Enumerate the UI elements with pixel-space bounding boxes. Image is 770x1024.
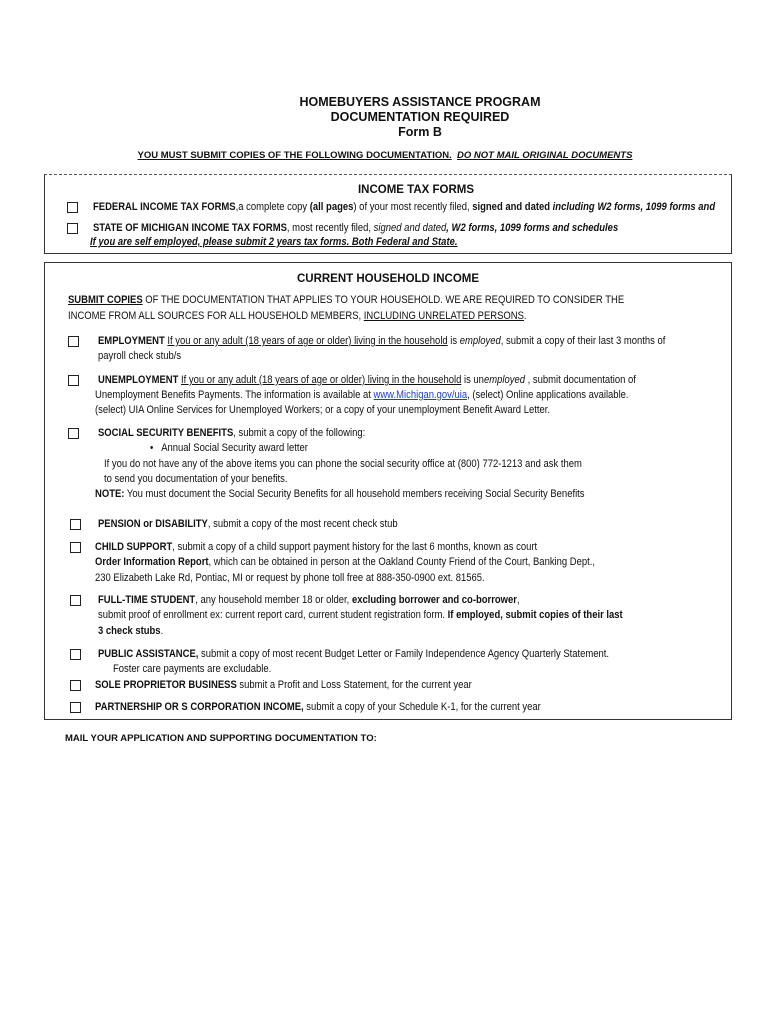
unemployment-text-line3: (select) UIA Online Services for Unemployed Workers; or a copy of your unemployment Benefit Award Letter. [95,404,550,416]
unemployment-checkbox[interactable] [68,375,79,386]
child-support-text: CHILD SUPPORT, submit a copy of a child support payment history for the last 6 months, known as court [95,541,538,553]
child-support-checkbox[interactable] [70,542,81,553]
child-support-line3: 230 Elizabeth Lake Rd, Pontiac, MI or request by phone toll free at 888-350-0900 ext. 81565. [95,572,485,584]
federal-tax-checkbox[interactable] [67,202,78,213]
child-support-line2: Order Information Report, which can be obtained in person at the Oakland County Friend of the Court, Banking Dept., [95,556,596,568]
sole-proprietor-text: SOLE PROPRIETOR BUSINESS submit a Profit and Loss Statement, for the current year [95,679,472,691]
employment-checkbox[interactable] [68,336,79,347]
student-text: FULL-TIME STUDENT, any household member 18 or older, excluding borrower and co-borrower, [98,594,520,606]
social-security-text: SOCIAL SECURITY BENEFITS, submit a copy of the following: [98,427,366,439]
social-security-line3: If you do not have any of the above items you can phone the social security office at (800) 772-1213 and ask them [104,458,582,470]
self-employed-note: If you are self employed, please submit 2 years tax forms. Both Federal and State. [90,236,458,248]
michigan-uia-link[interactable]: www.Michigan.gov/uia [373,389,468,401]
employment-text: EMPLOYMENT If you or any adult (18 years of age or older) living in the household is employed, submit a copy of their last 3 months of [98,335,666,347]
social-security-note: NOTE: You must document the Social Security Benefits for all household members receiving Social Security Benefits [95,488,585,500]
student-line3: 3 check stubs. [98,625,164,637]
income-tax-title: INCOME TAX FORMS [357,184,475,196]
sole-proprietor-checkbox[interactable] [70,680,81,691]
pension-checkbox[interactable] [70,519,81,530]
partnership-text: PARTNERSHIP OR S CORPORATION INCOME, submit a copy of your Schedule K-1, for the current year [95,701,541,713]
bullet-icon: • [150,442,154,454]
public-assistance-text: PUBLIC ASSISTANCE, submit a copy of most recent Budget Letter or Family Independence Agency Quarterly Statement. [98,648,610,660]
pension-text: PENSION or DISABILITY, submit a copy of the most recent check stub [98,518,398,530]
student-checkbox[interactable] [70,595,81,606]
form-title: HOMEBUYERS ASSISTANCE PROGRAM [299,95,541,109]
submission-notice [0,150,770,161]
social-security-line4: to send you documentation of your benefits. [104,473,288,485]
household-income-title: CURRENT HOUSEHOLD INCOME [296,273,480,285]
form-name: Form B [398,125,442,139]
public-assistance-checkbox[interactable] [70,649,81,660]
unemployment-text: UNEMPLOYMENT If you or any adult (18 years of age or older) living in the household is unemployed , submit documentation of [98,374,636,386]
unemployment-text-line2: Unemployment Benefits Payments. The information is available at www.Michigan.gov/uia, (select) Online applications available. [95,389,629,401]
social-security-bullet: • Annual Social Security award letter [150,442,308,454]
federal-tax-text: FEDERAL INCOME TAX FORMS,a complete copy (all pages) of your most recently filed, signed and dated including W2 forms, 1099 forms and [93,201,716,213]
state-tax-checkbox[interactable] [67,223,78,234]
public-assistance-line2: Foster care payments are excludable. [113,663,272,675]
social-security-checkbox[interactable] [68,428,79,439]
state-tax-text: STATE OF MICHIGAN INCOME TAX FORMS, most recently filed, signed and dated, W2 forms, 1099 forms and schedules [93,222,619,234]
student-line2: submit proof of enrollment ex: current report card, current student registration form. If employed, submit copies of their last [98,609,623,621]
notice-no-originals: DO NOT MAIL ORIGINAL DOCUMENTS [457,150,633,161]
household-intro-line1: SUBMIT COPIES OF THE DOCUMENTATION THAT APPLIES TO YOUR HOUSEHOLD. WE ARE REQUIRED TO CONSIDER THE [68,294,625,306]
partnership-checkbox[interactable] [70,702,81,713]
notice-submit-copies: YOU MUST SUBMIT COPIES OF THE FOLLOWING DOCUMENTATION. [137,150,452,161]
form-subtitle: DOCUMENTATION REQUIRED [330,110,510,124]
mail-instructions: MAIL YOUR APPLICATION AND SUPPORTING DOCUMENTATION TO: [65,733,377,744]
employment-text-line2: payroll check stub/s [98,350,182,362]
household-intro-line2: INCOME FROM ALL SOURCES FOR ALL HOUSEHOLD MEMBERS, INCLUDING UNRELATED PERSONS. [68,310,527,322]
